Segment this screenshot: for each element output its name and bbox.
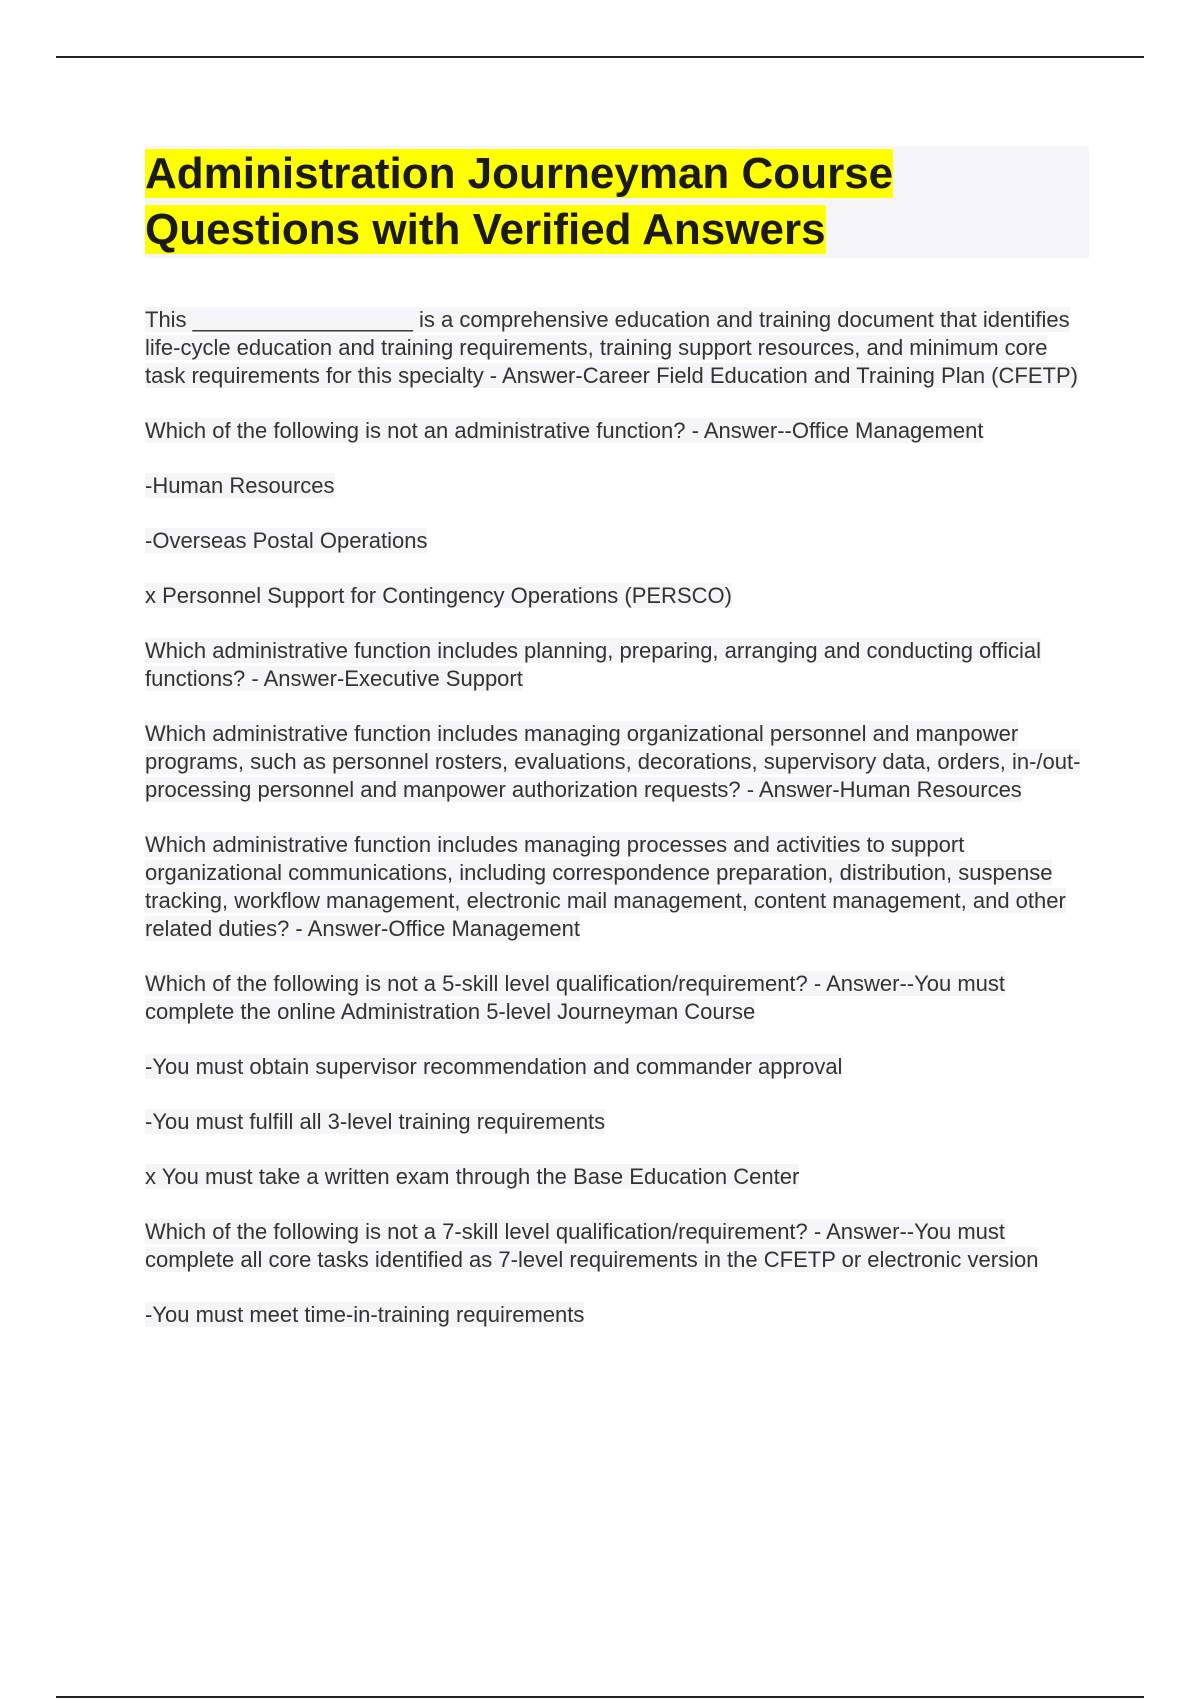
paragraph-option — [145, 1301, 1089, 1329]
paragraph-option — [145, 472, 1089, 500]
paragraph-text: x You must take a written exam through the Base Education Center — [145, 1164, 800, 1189]
paragraph-text: -Human Resources — [145, 473, 335, 498]
paragraph-question-executive-support — [145, 637, 1089, 693]
paragraph-question-7-skill — [145, 1218, 1089, 1274]
paragraph-question-5-skill — [145, 970, 1089, 1026]
paragraph-text: -You must meet time-in-training requirements — [145, 1302, 585, 1327]
bottom-rule — [56, 1696, 1144, 1698]
paragraph-text: x Personnel Support for Contingency Operations (PERSCO) — [145, 583, 732, 608]
paragraph-question-admin-function — [145, 417, 1089, 445]
paragraph-text: Which of the following is not a 7-skill level qualification/requirement? - Answer--You must complete all core tasks identified as 7-level requirements in the CFETP or electronic version — [145, 1219, 1039, 1272]
paragraph-option — [145, 1108, 1089, 1136]
document-title-text: Administration Journeyman Course Questions with Verified Answers — [145, 149, 894, 254]
paragraph-option — [145, 582, 1089, 610]
paragraph-question-office-management — [145, 831, 1089, 943]
paragraph-option — [145, 527, 1089, 555]
paragraph-option — [145, 1163, 1089, 1191]
paragraph-question-human-resources — [145, 720, 1089, 804]
paragraph-text: -Overseas Postal Operations — [145, 528, 428, 553]
paragraph-text: Which administrative function includes planning, preparing, arranging and conducting official functions? - Answer-Executive Support — [145, 638, 1042, 691]
paragraph-cfetp — [145, 306, 1089, 390]
paragraph-text: -You must fulfill all 3-level training requirements — [145, 1109, 606, 1134]
top-rule — [56, 56, 1144, 58]
paragraph-text: Which of the following is not a 5-skill level qualification/requirement? - Answer--You must complete the online Administration 5-level Journeyman Course — [145, 971, 1006, 1024]
paragraph-text: Which administrative function includes managing organizational personnel and manpower programs, such as personnel rosters, evaluations, decorations, supervisory data, orders, in-/out-processing personnel and manpower authorization requests? - Answer-Human Resources — [145, 721, 1081, 802]
paragraph-text: This __________________ is a comprehensive education and training document that identifies life-cycle education and training requirements, training support resources, and minimum core task requirements for this specialty - Answer-Career Field Education and Training Plan (CFETP) — [145, 307, 1078, 388]
document-body — [145, 146, 1089, 1356]
paragraph-option — [145, 1053, 1089, 1081]
paragraph-text: Which of the following is not an administrative function? - Answer--Office Management — [145, 418, 984, 443]
document-title — [145, 146, 1089, 258]
title-block — [145, 146, 1089, 258]
paragraph-text: Which administrative function includes managing processes and activities to support organizational communications, including correspondence preparation, distribution, suspense tracking, workflow management, electronic mail management, content management, and other related duties? - Answer-Office Management — [145, 832, 1066, 941]
paragraph-text: -You must obtain supervisor recommendation and commander approval — [145, 1054, 843, 1079]
